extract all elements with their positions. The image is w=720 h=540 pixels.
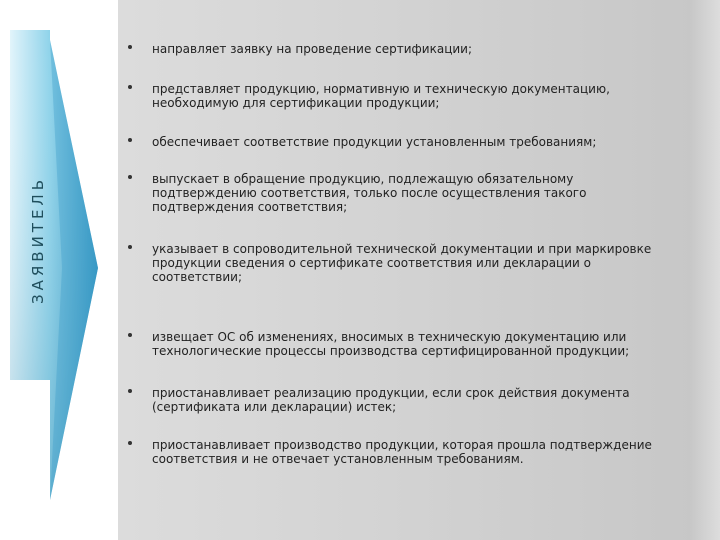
list-item-text: направляет заявку на проведение сертификации;: [152, 42, 473, 56]
bullet-icon: [128, 245, 132, 249]
bullet-icon: [128, 389, 132, 393]
list-item-text: приостанавливает реализацию продукции, если срок действия документа (сертификата или декларации) истек;: [152, 386, 630, 414]
list-item-text: представляет продукцию, нормативную и техническую документацию, необходимую для сертификации продукции;: [152, 82, 610, 110]
bullet-icon: [128, 85, 132, 89]
bullet-icon: [128, 441, 132, 445]
applicant-label-text: ЗАЯВИТЕЛЬ: [29, 175, 47, 305]
list-item-text: извещает ОС об изменениях, вносимых в техническую документацию или технологические процессы производства сертифицированной продукции;: [152, 330, 630, 358]
bullet-icon: [128, 175, 132, 179]
list-item-text: обеспечивает соответствие продукции установленным требованиям;: [152, 135, 597, 149]
list-item-text: выпускает в обращение продукцию, подлежащую обязательному подтверждению соответствия, только после осуществления такого подтверждения соответствия;: [152, 172, 587, 214]
list-item-text: приостанавливает производство продукции, которая прошла подтверждение соответствия и не отвечает установленным требованиям.: [152, 438, 652, 466]
bullet-icon: [128, 333, 132, 337]
bullet-icon: [128, 138, 132, 142]
bullet-icon: [128, 45, 132, 49]
list-item-text: указывает в сопроводительной технической документации и при маркировке продукции сведения о сертификате соответствия или декларации о соответствии;: [152, 242, 652, 284]
